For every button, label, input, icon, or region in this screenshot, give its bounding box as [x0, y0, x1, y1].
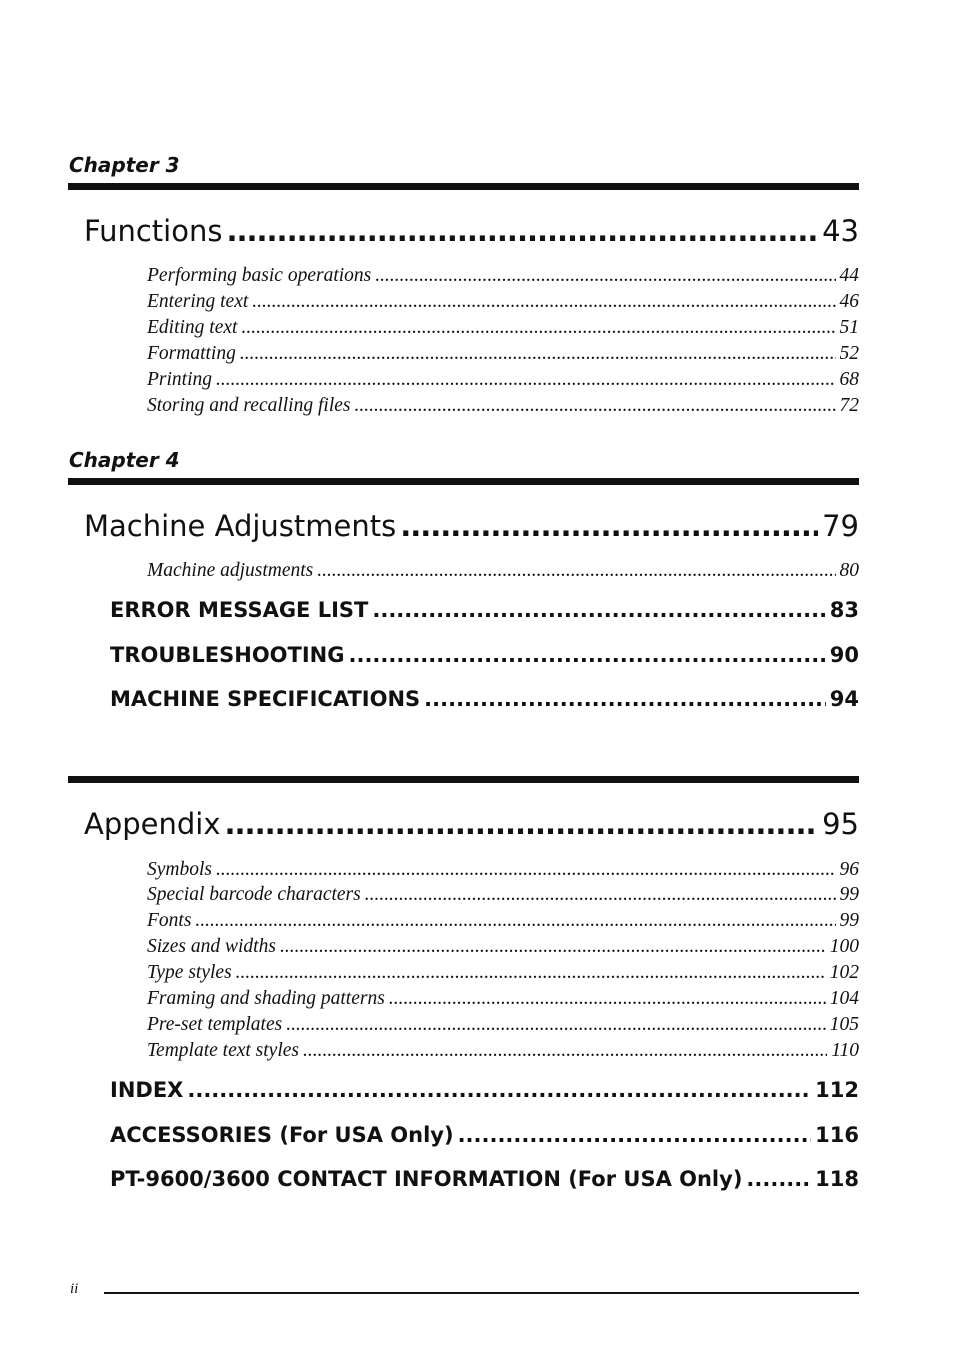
toc-item[interactable] — [147, 857, 859, 883]
leader-dots — [349, 640, 826, 670]
toc-chapter-machine-adjustments[interactable] — [84, 506, 859, 546]
toc-item-text: Framing and shading patterns — [147, 988, 385, 1009]
leader-dots — [225, 804, 819, 844]
toc-item[interactable] — [147, 960, 859, 986]
toc-section-page: 116 — [815, 1123, 859, 1147]
toc-section[interactable] — [110, 640, 859, 670]
toc-item[interactable] — [147, 558, 859, 584]
toc-item-page: 100 — [829, 936, 859, 957]
toc-item-text: Machine adjustments — [147, 560, 314, 581]
leader-dots — [400, 506, 818, 546]
toc-section[interactable] — [110, 684, 859, 714]
toc-section-page: 83 — [829, 598, 859, 622]
toc-section-text: INDEX — [110, 1078, 184, 1102]
toc-item-page: 110 — [831, 1040, 859, 1061]
toc-item-page: 96 — [839, 859, 859, 880]
toc-section-page: 90 — [829, 643, 859, 667]
toc-section[interactable] — [110, 1164, 859, 1194]
toc-item-text: Printing — [147, 369, 213, 390]
toc-page: 43 — [822, 214, 859, 248]
toc-item-page: 46 — [839, 291, 859, 312]
toc-page: 79 — [822, 509, 859, 543]
toc-item-text: Special barcode characters — [147, 884, 361, 905]
toc-chapter-functions[interactable] — [84, 211, 859, 251]
chapter-4-rule — [68, 478, 859, 485]
leader-dots — [187, 1075, 811, 1105]
toc-item-text: Type styles — [147, 962, 232, 983]
toc-section[interactable] — [110, 1120, 859, 1150]
toc-item-page: 105 — [829, 1014, 859, 1035]
toc-item-text: Fonts — [147, 910, 192, 931]
toc-section-text: PT-9600/3600 CONTACT INFORMATION (For USA Only) — [110, 1167, 743, 1191]
leader-dots — [354, 393, 835, 419]
toc-item-text: Symbols — [147, 859, 212, 880]
toc-section-text: TROUBLESHOOTING — [110, 643, 345, 667]
toc-item-page: 99 — [839, 884, 859, 905]
toc-section-page: 118 — [815, 1167, 859, 1191]
leader-dots — [252, 289, 835, 315]
toc-item[interactable] — [147, 986, 859, 1012]
toc-item-text: Performing basic operations — [147, 265, 372, 286]
toc-item-text: Sizes and widths — [147, 936, 276, 957]
toc-item[interactable] — [147, 341, 859, 367]
toc-item-page: 72 — [839, 395, 859, 416]
toc-item-text: Pre-set templates — [147, 1014, 283, 1035]
toc-item[interactable] — [147, 367, 859, 393]
toc-section-text: ERROR MESSAGE LIST — [110, 598, 369, 622]
toc-page: 95 — [822, 807, 859, 841]
leader-dots — [216, 367, 835, 393]
footer-rule — [104, 1292, 859, 1294]
toc-section-text: MACHINE SPECIFICATIONS — [110, 687, 421, 711]
footer-page-number: ii — [70, 1281, 79, 1297]
leader-dots — [241, 315, 835, 341]
chapter-3-label: Chapter 3 — [69, 153, 180, 177]
toc-title: Functions — [84, 214, 223, 248]
leader-dots — [240, 341, 836, 367]
leader-dots — [424, 684, 826, 714]
toc-section-page: 94 — [829, 687, 859, 711]
toc-item[interactable] — [147, 263, 859, 289]
toc-chapter-appendix[interactable] — [84, 804, 859, 844]
appendix-rule — [68, 776, 859, 783]
leader-dots — [365, 882, 836, 908]
toc-item-page: 99 — [839, 910, 859, 931]
toc-item[interactable] — [147, 1038, 859, 1064]
toc-section-page: 112 — [815, 1078, 859, 1102]
chapter-3-rule — [68, 183, 859, 190]
toc-item[interactable] — [147, 908, 859, 934]
toc-item-text: Template text styles — [147, 1040, 300, 1061]
toc-item-page: 68 — [839, 369, 859, 390]
toc-section[interactable] — [110, 1075, 859, 1105]
toc-item[interactable] — [147, 1012, 859, 1038]
leader-dots — [226, 211, 818, 251]
leader-dots — [317, 558, 835, 584]
toc-item-page: 80 — [839, 560, 859, 581]
leader-dots — [280, 934, 826, 960]
toc-item[interactable] — [147, 882, 859, 908]
leader-dots — [216, 857, 836, 883]
toc-item-text: Formatting — [147, 343, 236, 364]
leader-dots — [458, 1120, 812, 1150]
toc-item[interactable] — [147, 393, 859, 419]
leader-dots — [303, 1038, 827, 1064]
toc-item-text: Entering text — [147, 291, 249, 312]
chapter-4-label: Chapter 4 — [69, 448, 180, 472]
toc-title: Machine Adjustments — [84, 509, 397, 543]
leader-dots — [195, 908, 835, 934]
toc-item-text: Editing text — [147, 317, 238, 338]
leader-dots — [746, 1164, 811, 1194]
leader-dots — [375, 263, 835, 289]
leader-dots — [286, 1012, 826, 1038]
toc-item[interactable] — [147, 289, 859, 315]
toc-item-page: 102 — [829, 962, 859, 983]
toc-item[interactable] — [147, 315, 859, 341]
toc-section-text: ACCESSORIES (For USA Only) — [110, 1123, 454, 1147]
toc-section[interactable] — [110, 595, 859, 625]
toc-item[interactable] — [147, 934, 859, 960]
toc-item-text: Storing and recalling files — [147, 395, 351, 416]
toc-item-page: 52 — [839, 343, 859, 364]
leader-dots — [372, 595, 825, 625]
toc-item-page: 104 — [829, 988, 859, 1009]
toc-title: Appendix — [84, 807, 221, 841]
toc-item-page: 44 — [839, 265, 859, 286]
toc-item-page: 51 — [839, 317, 859, 338]
leader-dots — [389, 986, 826, 1012]
leader-dots — [236, 960, 826, 986]
